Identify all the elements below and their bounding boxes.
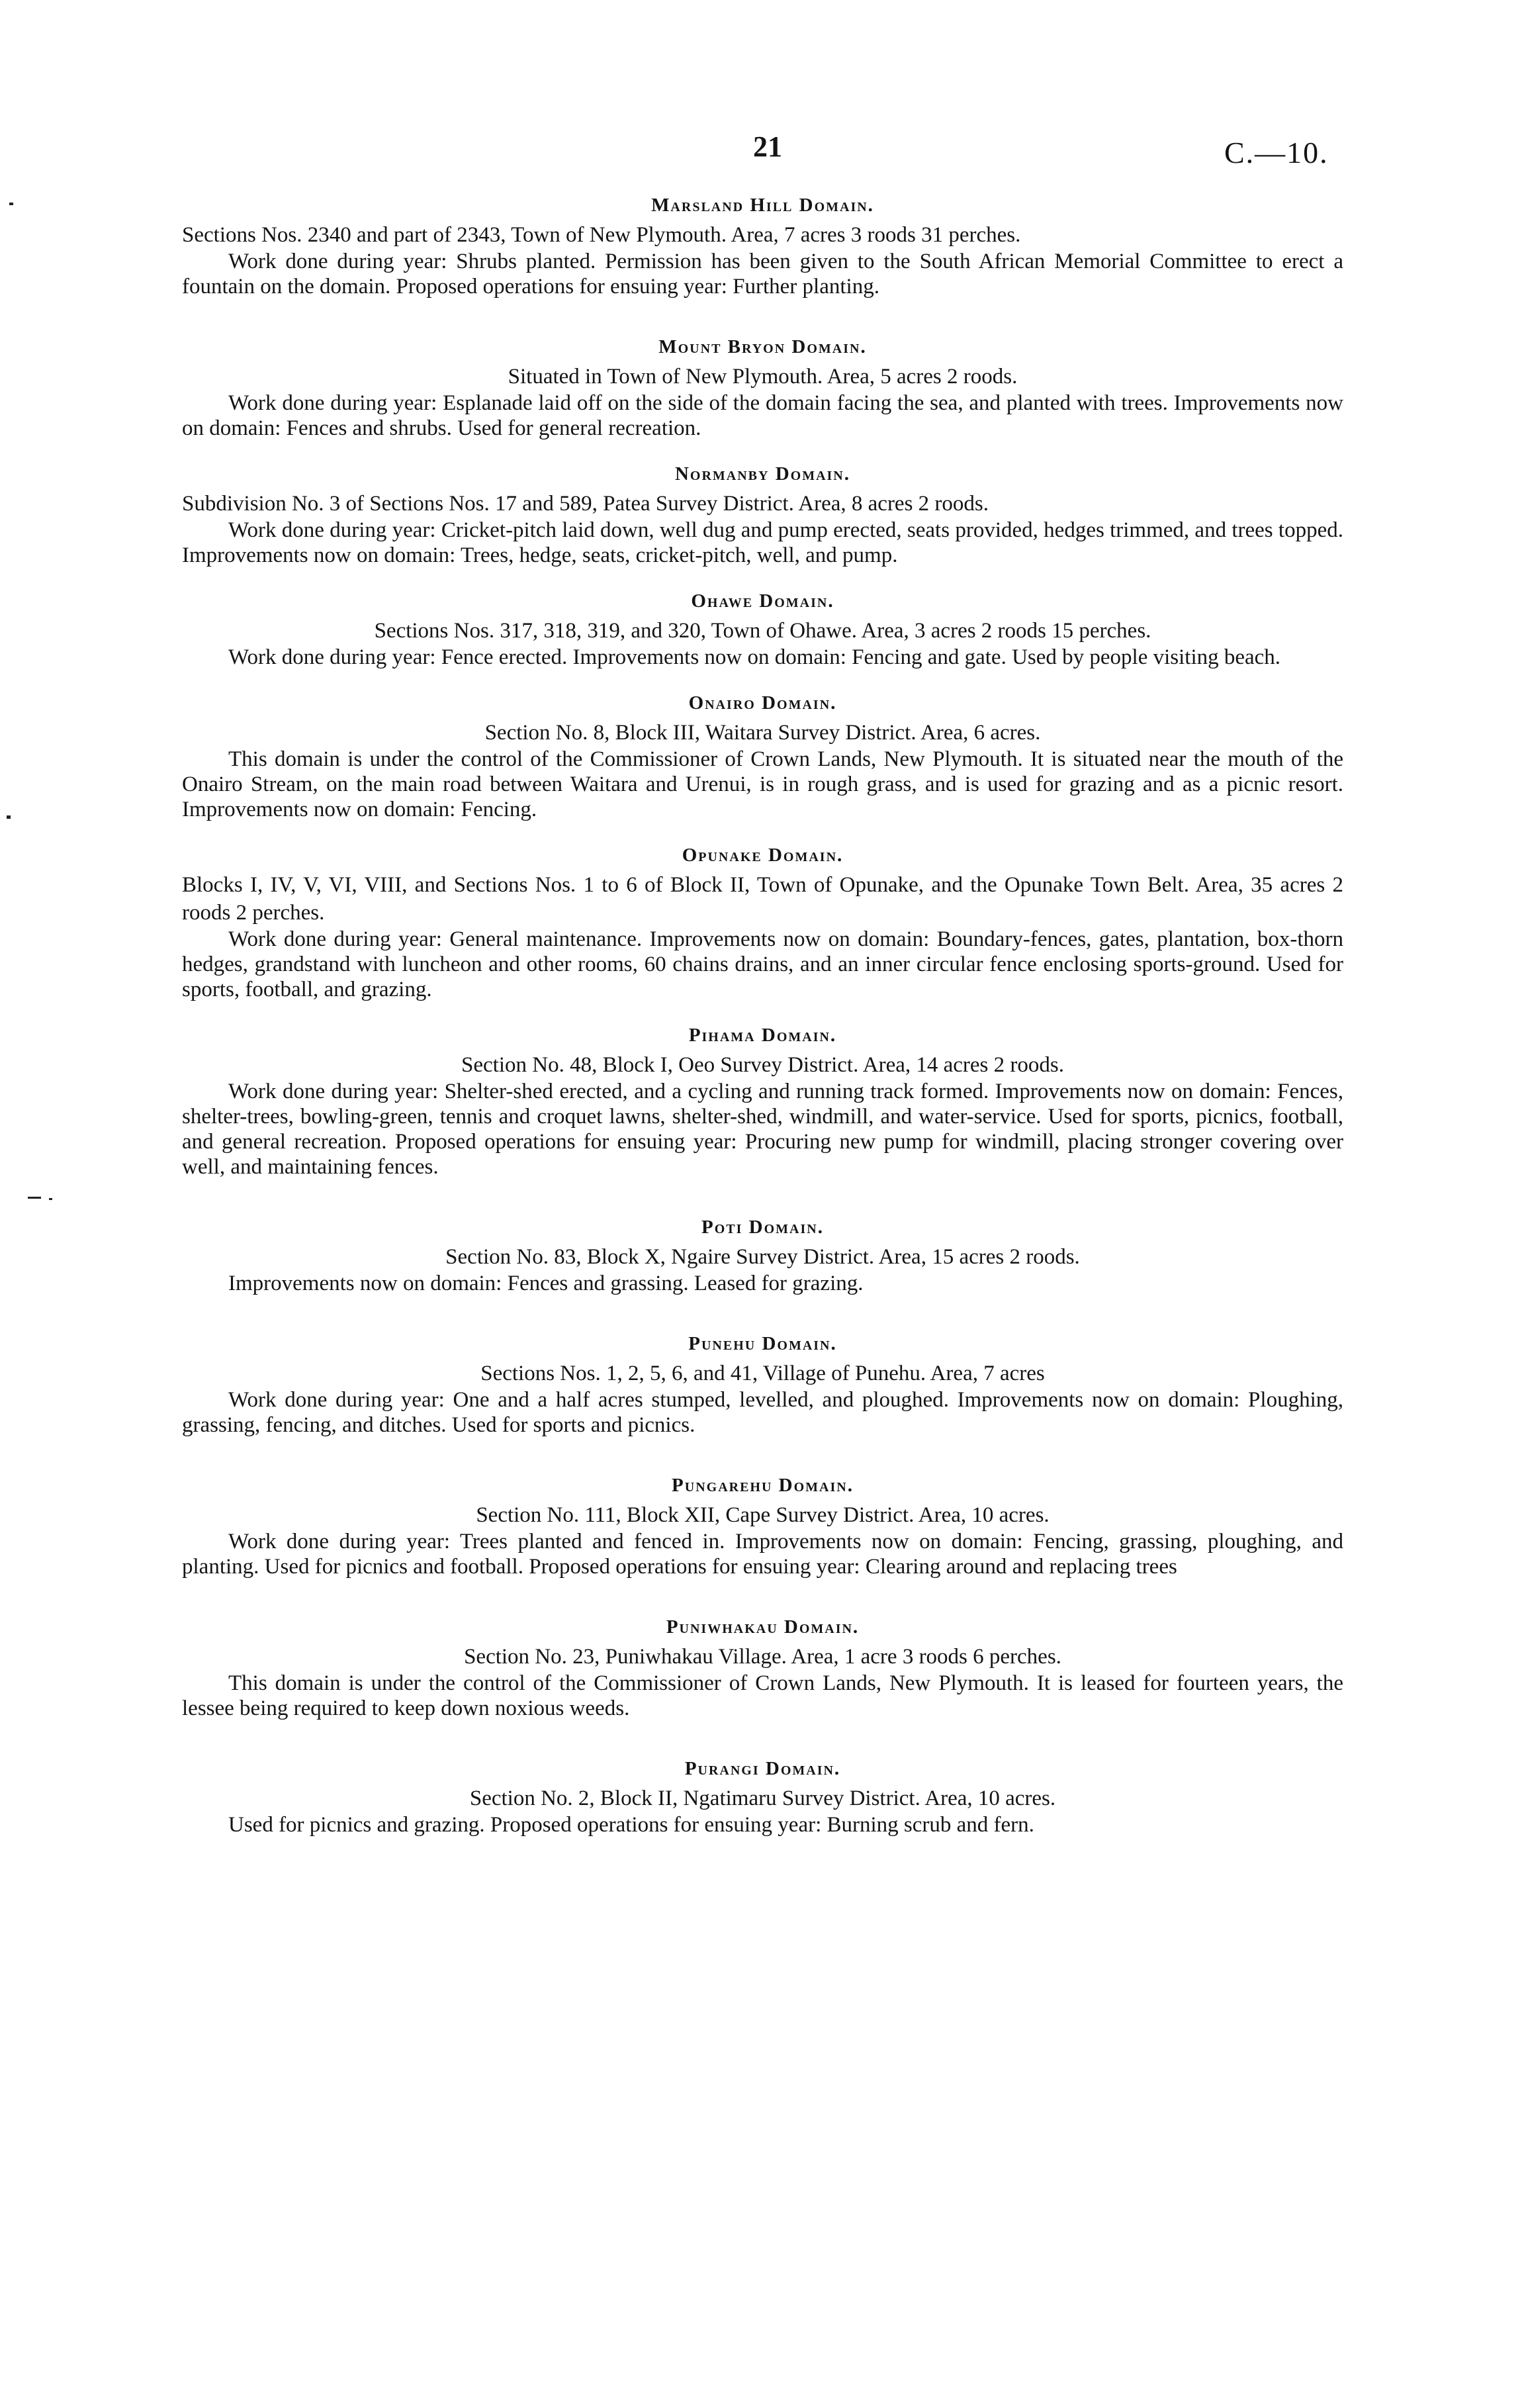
- domain-location: Section No. 48, Block I, Oeo Survey District. Area, 14 acres 2 roods.: [461, 1053, 1064, 1077]
- domain-location: Sections Nos. 1, 2, 5, 6, and 41, Village of Punehu. Area, 7 acres: [480, 1362, 1045, 1385]
- domain-location: Subdivision No. 3 of Sections Nos. 17 and 589, Patea Survey District. Area, 8 acres 2 roods.: [182, 492, 989, 516]
- domain-description: Work done during year: Cricket-pitch laid down, well dug and pump erected, seats provided, hedges trimmed, and trees topped. Improvements now on domain: Trees, hedge, seats, cricket-pitch, well, and pump.: [182, 518, 1343, 567]
- domain-title: Punehu Domain.: [688, 1333, 837, 1354]
- domain-description: This domain is under the control of the Commissioner of Crown Lands, New Plymouth. It is situated near the mouth of the Onairo Stream, on the main road between Waitara and Urenui, is in rough grass, and is used for grazing and as a picnic resort. Improvements now on domain: Fencing.: [182, 747, 1343, 821]
- scan-mark: [28, 1197, 41, 1199]
- domain-title: Opunake Domain.: [682, 845, 844, 866]
- domain-description: Work done during year: Shelter-shed erected, and a cycling and running track formed. Improvements now on domain: Fences, shelter-trees, bowling-green, tennis and croquet lawns, shelter-shed, windmill, and water-service. Used for sports, picnics, football, and general recreation. Proposed operations for ensuing year: Procuring new pump for windmill, placing stronger covering over well, and maintaining fences.: [182, 1080, 1343, 1179]
- page-number: 21: [753, 130, 782, 163]
- domain-description: Improvements now on domain: Fences and grassing. Leased for grazing.: [228, 1272, 864, 1295]
- domain-location: Section No. 8, Block III, Waitara Survey District. Area, 6 acres.: [484, 721, 1041, 745]
- domain-entry-pungarehu: [182, 1472, 1343, 1579]
- domain-entry-purangi: [182, 1755, 1343, 1837]
- domain-entry-normanby: [182, 461, 1343, 568]
- domain-title: Ohawe Domain.: [691, 590, 834, 612]
- domain-entry-poti: [182, 1214, 1343, 1296]
- domain-entry-ohawe: [182, 588, 1343, 670]
- domain-entry-mount-bryon: [182, 334, 1343, 441]
- domain-entry-onairo: [182, 690, 1343, 822]
- domain-location: Sections Nos. 2340 and part of 2343, Town of New Plymouth. Area, 7 acres 3 roods 31 perches.: [182, 223, 1021, 247]
- domain-title: Onairo Domain.: [688, 692, 837, 714]
- domain-description: Work done during year: Fence erected. Improvements now on domain: Fencing and gate. Used by people visiting beach.: [228, 645, 1281, 669]
- scan-mark: [9, 203, 13, 205]
- domain-title: Pungarehu Domain.: [672, 1475, 854, 1496]
- domain-title: Purangi Domain.: [684, 1758, 841, 1779]
- domain-description: Used for picnics and grazing. Proposed operations for ensuing year: Burning scrub and fern.: [228, 1813, 1034, 1837]
- domain-title: Puniwhakau Domain.: [666, 1616, 860, 1638]
- domain-title: Poti Domain.: [701, 1217, 824, 1238]
- domain-entry-punehu: [182, 1330, 1343, 1438]
- domain-location: Situated in Town of New Plymouth. Area, 5 acres 2 roods.: [508, 365, 1018, 389]
- domain-description: This domain is under the control of the Commissioner of Crown Lands, New Plymouth. It is leased for fourteen years, the lessee being required to keep down noxious weeds.: [182, 1671, 1343, 1720]
- domain-title: Mount Bryon Domain.: [658, 336, 867, 357]
- document-reference: C.—10.: [1224, 136, 1329, 169]
- domain-location: Section No. 83, Block X, Ngaire Survey District. Area, 15 acres 2 roods.: [445, 1245, 1080, 1269]
- domain-description: Work done during year: General maintenance. Improvements now on domain: Boundary-fences, gates, plantation, box-thorn hedges, grandstand with luncheon and other rooms, 60 chains drains, and an inner circular fence enclosing sports-ground. Used for sports, football, and grazing.: [182, 927, 1343, 1001]
- domain-list: [182, 192, 1343, 1837]
- domain-description: Work done during year: Shrubs planted. Permission has been given to the South African Memorial Committee to erect a fountain on the domain. Proposed operations for ensuing year: Further planting.: [182, 250, 1343, 299]
- domain-location: Section No. 23, Puniwhakau Village. Area, 1 acre 3 roods 6 perches.: [464, 1645, 1061, 1669]
- domain-title: Marsland Hill Domain.: [651, 195, 874, 216]
- domain-title: Pihama Domain.: [688, 1025, 837, 1046]
- domain-location: Blocks I, IV, V, VI, VIII, and Sections Nos. 1 to 6 of Block II, Town of Opunake, and the Opunake Town Belt. Area, 35 acres 2 roods 2 perches.: [182, 873, 1343, 925]
- domain-location: Sections Nos. 317, 318, 319, and 320, Town of Ohawe. Area, 3 acres 2 roods 15 perches.: [374, 619, 1151, 643]
- domain-description: Work done during year: Esplanade laid off on the side of the domain facing the sea, and planted with trees. Improvements now on domain: Fences and shrubs. Used for general recreation.: [182, 391, 1343, 440]
- domain-entry-puniwhakau: [182, 1614, 1343, 1721]
- domain-location: Section No. 2, Block II, Ngatimaru Survey District. Area, 10 acres.: [469, 1786, 1056, 1810]
- domain-entry-opunake: [182, 842, 1343, 1002]
- page-header: [0, 130, 1524, 176]
- domain-description: Work done during year: One and a half acres stumped, levelled, and ploughed. Improvements now on domain: Ploughing, grassing, fencing, and ditches. Used for sports and picnics.: [182, 1388, 1343, 1437]
- scan-mark: [49, 1198, 52, 1200]
- domain-title: Normanby Domain.: [674, 463, 851, 485]
- domain-description: Work done during year: Trees planted and fenced in. Improvements now on domain: Fencing, grassing, ploughing, and planting. Used for picnics and football. Proposed operations for ensuing year: Clearing around and replacing trees: [182, 1530, 1343, 1579]
- domain-entry-marsland-hill: [182, 192, 1343, 299]
- domain-entry-pihama: [182, 1022, 1343, 1180]
- scan-mark: [7, 815, 11, 819]
- domain-location: Section No. 111, Block XII, Cape Survey District. Area, 10 acres.: [476, 1503, 1050, 1527]
